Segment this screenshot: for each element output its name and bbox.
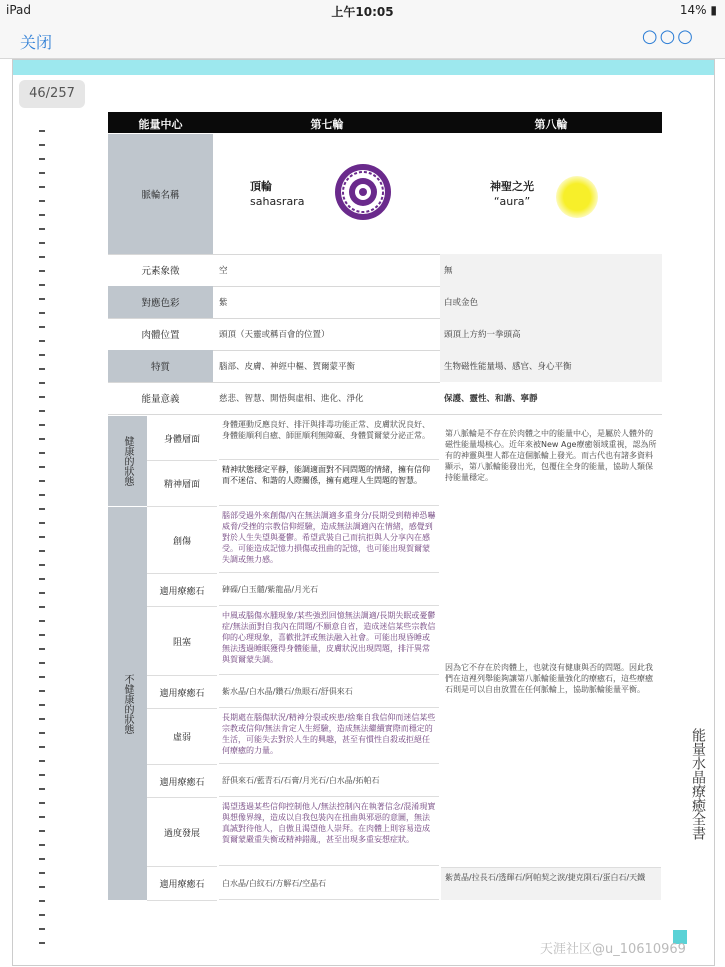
c7-name-zh: 頂輪 [250,180,272,193]
nav-bar [0,20,725,59]
row-c8: 保護、靈性、和諧、寧靜 [440,382,662,414]
stones-text: 硨磲/白玉髓/紫龍晶/月光石 [219,574,439,606]
row-label: 對應色彩 [108,286,213,318]
stones-label: 適用療癒石 [147,765,217,798]
row-label: 能量意義 [141,394,180,405]
row-c8: 頭頂上方約一拳頭高 [440,318,662,350]
page-indicator: 46/257 [19,80,85,108]
row-label: 元素象徵 [141,266,180,277]
row-c7: 頭頂（天靈或稱百會的位置） [219,330,330,340]
stones-label: 適用療癒石 [147,574,217,607]
status-bar [0,0,725,20]
chakra-name-row [108,134,662,255]
unhealthy-c8-text: 因為它不存在於肉體上，也就沒有健康與否的問題。因此我們在這裡列舉能夠讓第八脈輪能量強化的療癒石，這些療癒石則是可以自由放置在任何脈輪上，協助脈輪能量平衡。 [445,663,653,694]
row-c7: 慈悲、智慧、開悟與虛相、進化、淨化 [219,394,364,404]
page-top-band [13,60,714,75]
mental-label: 精神層面 [147,461,217,507]
crown-chakra-icon [333,162,393,222]
binding-margin [39,130,45,950]
book-title: 能量水晶療癒全書 [690,728,706,840]
clock: 上午10:05 [331,5,394,19]
row-traits [108,350,662,383]
unhealthy-label: 不健康的狀態 [108,507,147,900]
row-meaning [108,382,662,415]
blockage-text: 中風或腦傷水腫現象/某些強烈回憶無法調適/長期失眠或憂鬱症/無法面對自我內在問題/不願意自省，造成迷信某些宗教信仰的心理現象，喜歡批評或無法融入社會。可能出現昏睡或無法透過睡眠獲得身體能量，皮膚狀況出現問題，排汗異常與賀爾蒙失調。 [219,607,439,675]
header-col7: 第七輪 [310,118,344,131]
row-c8: 白或金色 [440,286,662,318]
physical-label: 身體層面 [147,416,217,461]
mental-text: 精神狀態穩定平靜，能調適面對不同問題的情緒，擁有信仰而不迷信、和諧的人際關係，擁有處理人生問題的智慧。 [219,461,439,506]
unhealthy-c8-stones: 紫黃晶/拉長石/透輝石/阿帕契之淚/捷克隕石/蛋白石/天鐵 [441,867,661,900]
table-header [108,112,662,133]
header-col0: 能量中心 [138,118,183,131]
overdevelop-label: 過度發展 [147,798,217,867]
weakness-text: 長期處在腦傷狀況/精神分裂或疾患/捨棄自我信仰而迷信某些宗教或信仰/無法肯定人生經驗，造成無法繼續實際而穩定的生活，可能失去對於人生的興趣，甚至有慣性自殺或拒絕任何療癒的力量。 [219,709,439,764]
stones-label: 適用療癒石 [147,676,217,709]
row-element [108,254,662,287]
healthy-c8-text: 第八脈輪是不存在於肉體之中的能量中心，是屬於人體外的磁性能量場核心。近年來被New Age療癒領域重視，認為所有的神靈與聖人都在這個脈輪上發光。而古代也有諸多資料顯示，第八脈輪能發出光，包覆住全身的能量，協助人類保持能量穩定。 [445,429,657,482]
document-page [12,59,715,966]
stones-text: 紫水晶/白水晶/鑽石/魚眼石/舒俱來石 [219,676,439,708]
row-c7: 紫 [219,298,228,308]
c8-name-zh: 神聖之光 [490,180,534,193]
trauma-label: 創傷 [147,507,217,574]
healthy-label: 健康的狀態 [108,416,147,506]
close-button[interactable]: 关闭 [20,33,53,52]
weakness-label: 虛弱 [147,709,217,765]
row-c8: 生物磁性能量場、感官、身心平衡 [440,350,662,382]
physical-text: 身體運動反應良好、排汗與排毒功能正常、皮膚狀況良好、身體能順利自癒、師匪順利無障礙、身體質爾蒙分泌正常。 [219,416,439,460]
c7-name-latin: sahasrara [250,195,305,208]
row-label: 特質 [108,350,213,382]
device-label: iPad [6,3,32,17]
c7-name [250,179,304,209]
aura-light-icon [556,176,598,218]
row-color [108,286,662,319]
blockage-label: 阻塞 [147,607,217,676]
book-title-vertical [685,728,705,849]
stones-text: 舒俱來石/藍青石/石膏/月光石/白水晶/拓帕石 [219,765,439,797]
c8-name-latin: “aura” [493,195,531,208]
row-c7: 空 [219,266,228,276]
stones-text: 白水晶/白紋石/方解石/空晶石 [219,867,439,900]
row-label: 脈輪名稱 [108,134,213,254]
overdevelop-text: 渴望透過某些信仰控制他人/無法控制內在執著信念/混淆現實與想像界線，造成以自我包裝內在扭曲與邪惡的意圖，無法真誠對待他人，自傲且渴望他人崇拜。在肉體上則容易造成賀爾蒙嚴重失衡或精神錯亂，甚至出現多重妄想症狀。 [219,798,439,866]
c8-name [490,179,534,209]
row-label: 肉體位置 [141,330,180,341]
row-c8: 無 [440,254,662,286]
battery-indicator: 14% ▮ [679,3,717,17]
more-icon[interactable]: ○○○ [641,26,695,47]
header-col8: 第八輪 [534,118,568,131]
trauma-text: 腦部受過外來創傷/內在無法調適多重身分/長期受到精神恐嚇威脅/受挫的宗教信仰經驗，造成無法調適內在情緒，感覺到對於人生失望與憂鬱。希望武裝自己而抗拒與人分享內在感受。可能造成記憶力損傷或扭曲的記憶，也可能出現賀爾蒙失調或無力感。 [219,507,439,573]
row-position [108,318,662,351]
stones-label: 適用療癒石 [147,867,217,901]
battery-label: 14% [679,3,707,17]
watermark: 天涯社区@u_10610969 [540,942,686,957]
row-c7: 腦部、皮膚、神經中樞、賀爾蒙平衡 [219,362,356,372]
